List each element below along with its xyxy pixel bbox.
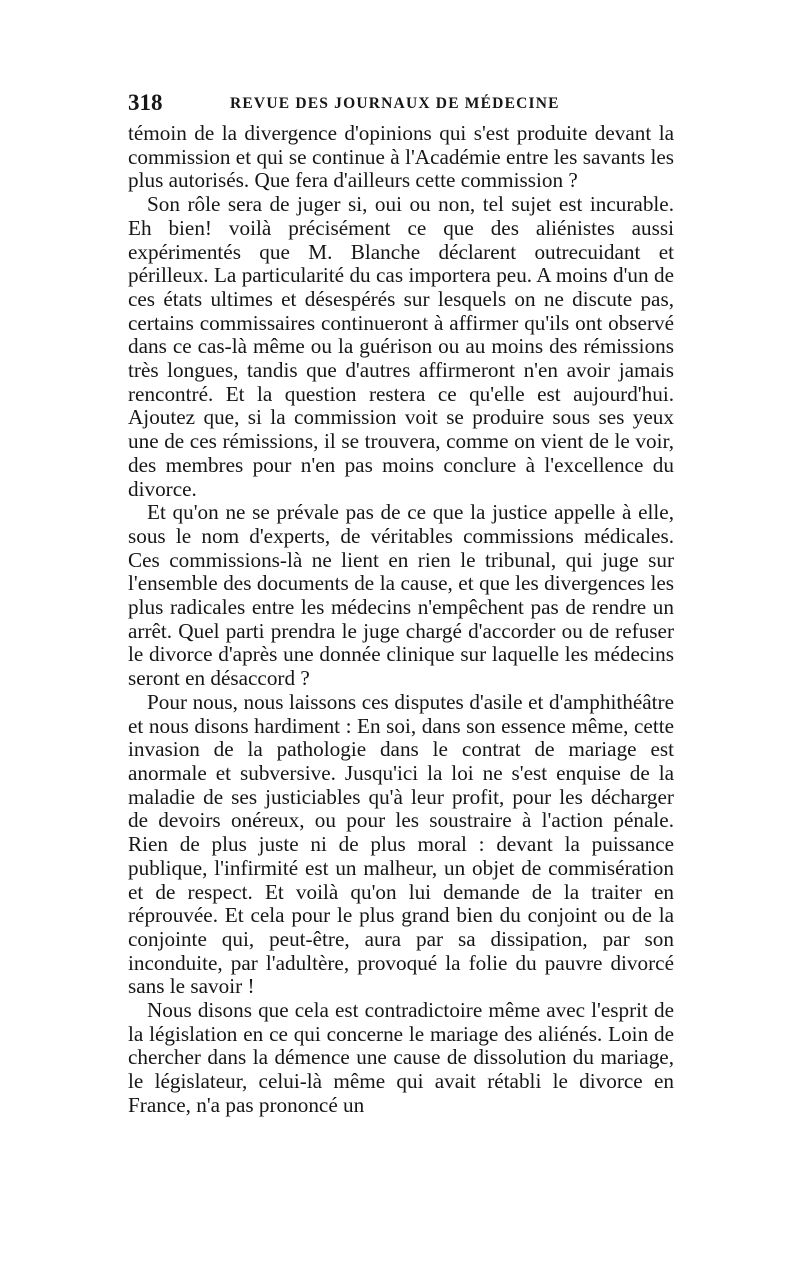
body-text <box>128 122 674 1118</box>
paragraph: Son rôle sera de juger si, oui ou non, tel sujet est incurable. Eh bien! voilà précisément ce que des aliénistes aussi expérimentés que M. Blanche déclarent outrecuidant et périlleux. La particularité du cas importera peu. A moins d'un de ces états ultimes et désespérés sur lesquels on ne discute pas, certains commissaires continueront à affirmer qu'ils ont observé dans ce cas-là même ou la guérison ou au moins des rémissions très longues, tandis que d'autres affirmeront n'en avoir jamais rencontré. Et la question restera ce qu'elle est aujourd'hui. Ajoutez que, si la commission voit se produire sous ses yeux une de ces rémissions, il se trouvera, comme on vient de le voir, des membres pour n'en pas moins conclure à l'excellence du divorce. <box>128 192 674 501</box>
journal-title: REVUE DES JOURNAUX DE MÉDECINE <box>230 95 560 112</box>
paragraph: Nous disons que cela est contradictoire même avec l'esprit de la législation en ce qui concerne le mariage des aliénés. Loin de chercher dans la démence une cause de dissolution du mariage, le législateur, celui-là même qui avait rétabli le divorce en France, n'a pas prononcé un <box>128 998 674 1117</box>
book-page <box>128 88 674 1118</box>
page-number: 318 <box>128 90 163 115</box>
running-head <box>128 88 674 122</box>
paragraph-continued: témoin de la divergence d'opinions qui s'est produite devant la commission et qui se continue à l'Académie entre les savants les plus autorisés. Que fera d'ailleurs cette commission ? <box>128 121 674 193</box>
paragraph: Et qu'on ne se prévale pas de ce que la justice appelle à elle, sous le nom d'experts, de véritables commissions médicales. Ces commissions-là ne lient en rien le tribunal, qui juge sur l'ensemble des documents de la cause, et que les divergences les plus radicales entre les médecins n'empêchent pas de rendre un arrêt. Quel parti prendra le juge chargé d'accorder ou de refuser le divorce d'après une donnée clinique sur laquelle les médecins seront en désaccord ? <box>128 500 674 691</box>
paragraph: Pour nous, nous laissons ces disputes d'asile et d'amphithéâtre et nous disons hardiment : En soi, dans son essence même, cette invasion de la pathologie dans le contrat de mariage est anormale et subversive. Jusqu'ici la loi ne s'est enquise de la maladie de ses justiciables qu'à leur profit, pour les décharger de devoirs onéreux, ou pour les soustraire à l'action pénale. Rien de plus juste ni de plus moral : devant la puissance publique, l'infirmité est un malheur, un objet de commisération et de respect. Et voilà qu'on lui demande de la traiter en réprouvée. Et cela pour le plus grand bien du conjoint ou de la conjointe qui, peut-être, aura par sa dissipation, par son inconduite, par l'adultère, provoqué la folie du pauvre divorcé sans le savoir ! <box>128 689 674 999</box>
